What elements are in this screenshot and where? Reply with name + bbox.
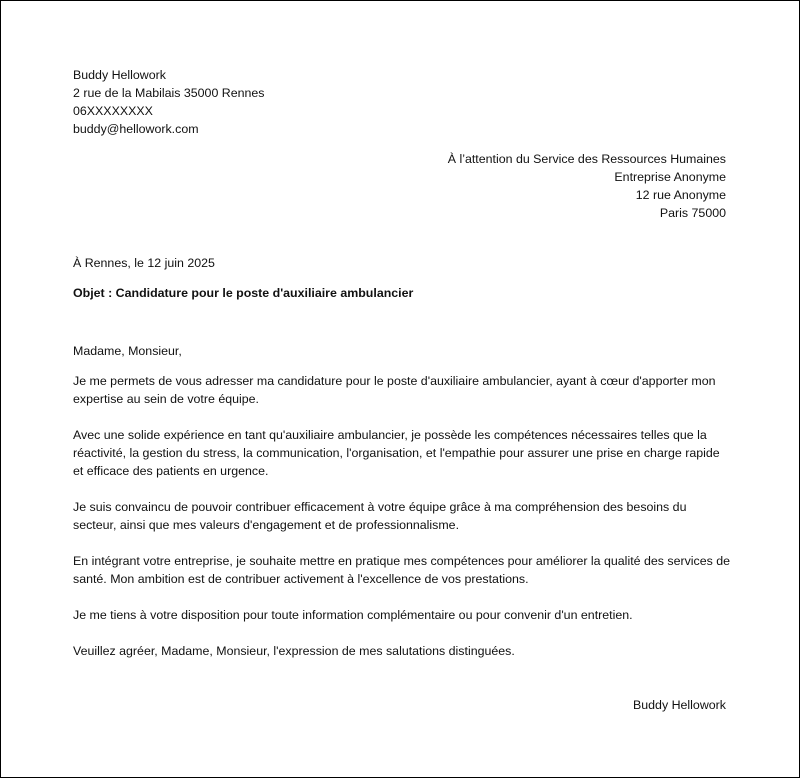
sender-address: 2 rue de la Mabilais 35000 Rennes (73, 86, 265, 100)
recipient-attention: À l’attention du Service des Ressources Humaines (447, 152, 726, 166)
body-paragraph-5: Je me tiens à votre disposition pour toute information complémentaire ou pour convenir d'un entretien. (73, 608, 633, 622)
body-paragraph-3: Je suis convaincu de pouvoir contribuer efficacement à votre équipe grâce à ma compréhension des besoins du secteur, ainsi que mes valeurs d'engagement et de professionnalisme. (73, 500, 687, 532)
recipient-city: Paris 75000 (659, 206, 726, 220)
salutation: Madame, Monsieur, (73, 344, 182, 358)
subject-line: Objet : Candidature pour le poste d'auxiliaire ambulancier (73, 286, 414, 300)
recipient-company: Entreprise Anonyme (614, 170, 726, 184)
signature: Buddy Hellowork (633, 698, 726, 712)
recipient-street: 12 rue Anonyme (635, 188, 726, 202)
sender-phone: 06XXXXXXXX (73, 104, 153, 118)
recipient-block (448, 150, 726, 222)
sender-email: buddy@hellowork.com (73, 122, 199, 136)
closing-paragraph: Veuillez agréer, Madame, Monsieur, l'expression de mes salutations distinguées. (73, 644, 515, 658)
body-paragraph-2: Avec une solide expérience en tant qu'auxiliaire ambulancier, je possède les compétences nécessaires telles que la réactivité, la gestion du stress, la communication, l'organisation, et l'empathie pour assurer une prise en charge rapide et efficace des patients en urgence. (73, 428, 720, 478)
sender-name: Buddy Hellowork (73, 68, 166, 82)
sender-block (73, 66, 265, 138)
body-paragraph-1: Je me permets de vous adresser ma candidature pour le poste d'auxiliaire ambulancier, ayant à cœur d'apporter mon expertise au sein de votre équipe. (73, 374, 716, 406)
body-paragraph-4: En intégrant votre entreprise, je souhaite mettre en pratique mes compétences pour améliorer la qualité des services de santé. Mon ambition est de contribuer activement à l'excellence de vos prestations. (73, 554, 731, 586)
date-line: À Rennes, le 12 juin 2025 (73, 256, 215, 270)
